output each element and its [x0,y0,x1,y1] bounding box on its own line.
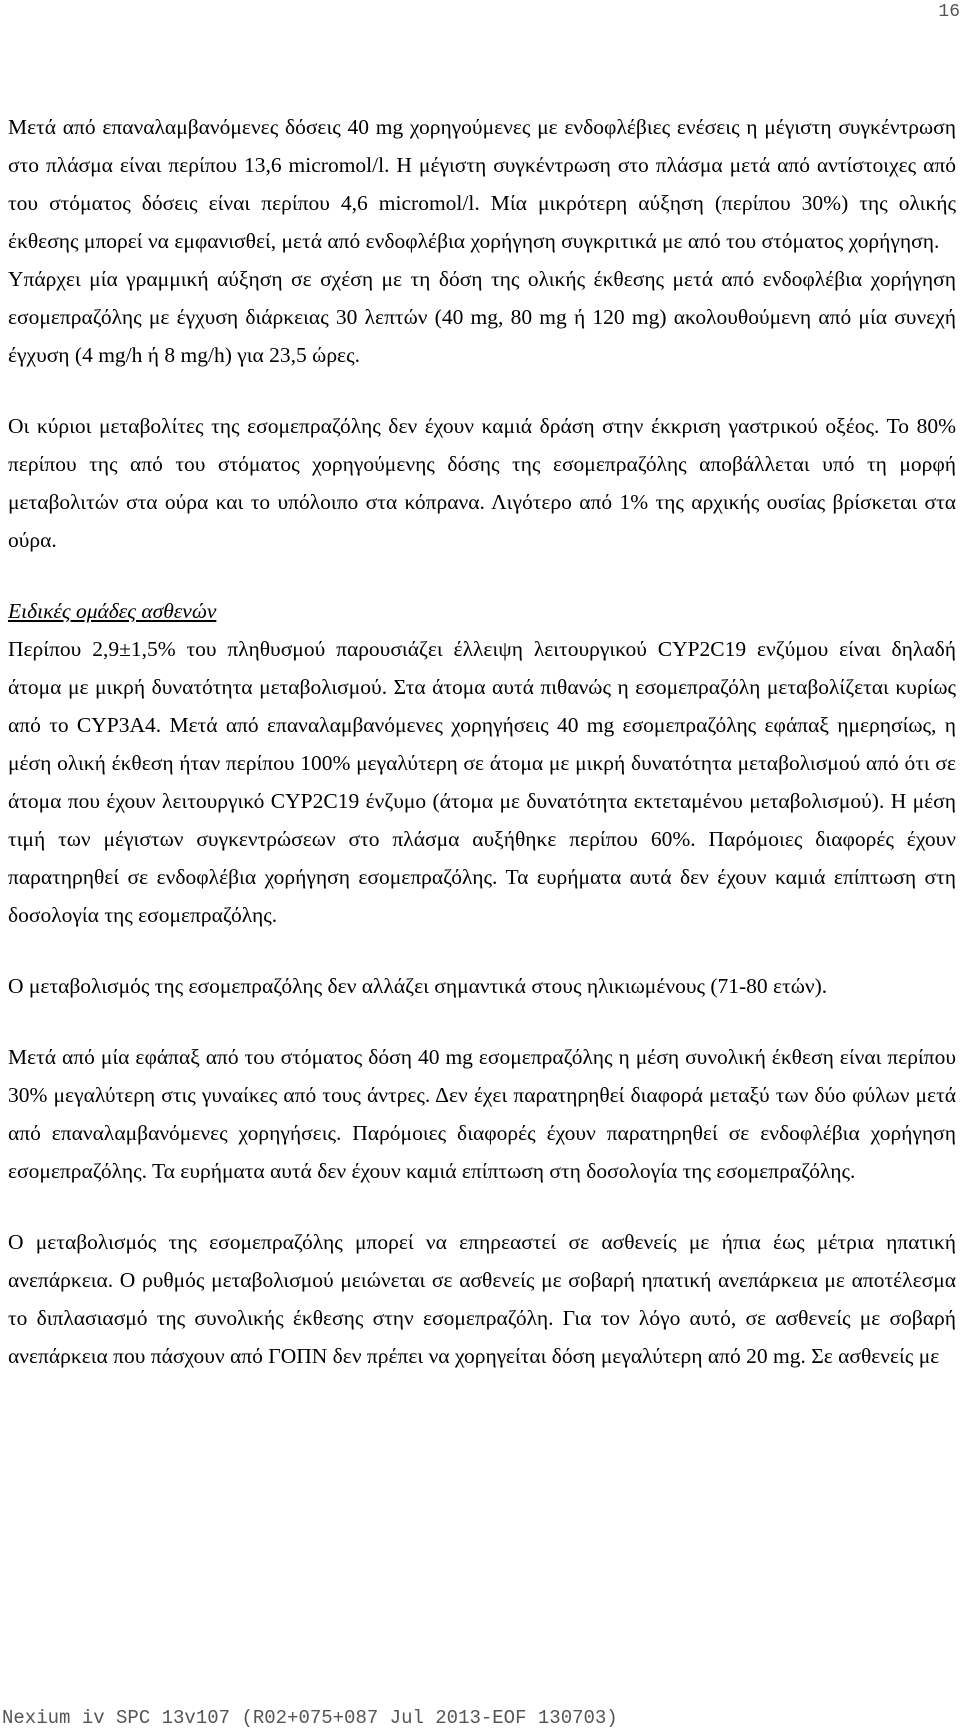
paragraph-linear-increase: Υπάρχει μία γραμμική αύξηση σε σχέση με τη δόση της ολικής έκθεσης μετά από ενδοφλέβια χορήγηση εσομεπραζόλης με έγχυση διάρκειας 30 λεπτών (40 mg, 80 mg ή 120 mg) ακολουθούμενη από μία συνεχή έγχυση (4 mg/h ή 8 mg/h) για 23,5 ώρες. [8,267,956,367]
paragraph-peak-concentration: Μετά από επαναλαμβανόμενες δόσεις 40 mg χορηγούμενες με ενδοφλέβιες ενέσεις η μέγιστη συγκέντρωση στο πλάσμα είναι περίπου 13,6 micromol/l. Η μέγιστη συγκέντρωση στο πλάσμα μετά από αντίστοιχες από του στόματος δόσεις είναι περίπου 4,6 micromol/l. Μία μικρότερη αύξηση (περίπου 30%) της ολικής έκθεσης μπορεί να εμφανισθεί, μετά από ενδοφλέβια χορήγηση συγκριτικά με από του στόματος χορήγηση. [8,115,956,253]
paragraph-cyp2c19: Περίπου 2,9±1,5% του πληθυσμού παρουσιάζει έλλειψη λειτουργικού CYP2C19 ενζύμου είναι δηλαδή άτομα με μικρή δυνατότητα μεταβολισμού. Στα άτομα αυτά πιθανώς η εσομεπραζόλη μεταβολίζεται κυρίως από το CYP3A4. Μετά από επαναλαμβανόμενες χορηγήσεις 40 mg εσομεπραζόλης εφάπαξ ημερησίως, η μέση ολική έκθεση ήταν περίπου 100% μεγαλύτερη σε άτομα με μικρή δυνατότητα μεταβολισμού από ότι σε άτομα που έχουν λειτουργικό CYP2C19 ένζυμο (άτομα με δυνατότητα εκτεταμένου μεταβολισμού). Η μέση τιμή των μέγιστων συγκεντρώσεων στο πλάσμα αυξήθηκε περίπου 60%. Παρόμοιες διαφορές έχουν παρατηρηθεί σε ενδοφλέβια χορήγηση εσομεπραζόλης. Τα ευρήματα αυτά δεν έχουν καμιά επίπτωση στη δοσολογία της εσομεπραζόλης. [8,637,956,927]
paragraph-gender: Μετά από μία εφάπαξ από του στόματος δόση 40 mg εσομεπραζόλης η μέση συνολική έκθεση είναι περίπου 30% μεγαλύτερη στις γυναίκες από τους άντρες. Δεν έχει παρατηρηθεί διαφορά μεταξύ των δύο φύλων μετά από επαναλαμβανόμενες χορηγήσεις. Παρόμοιες διαφορές έχουν παρατηρηθεί σε ενδοφλέβια χορήγηση εσομεπραζόλης. Τα ευρήματα αυτά δεν έχουν καμιά επίπτωση στη δοσολογία της εσομεπραζόλης. [8,1045,956,1183]
document-body [8,108,956,1375]
paragraph-elderly: Ο μεταβολισμός της εσομεπραζόλης δεν αλλάζει σημαντικά στους ηλικιωμένους (71-80 ετών). [8,974,828,998]
paragraph-hepatic: Ο μεταβολισμός της εσομεπραζόλης μπορεί να επηρεαστεί σε ασθενείς με ήπια έως μέτρια ηπατική ανεπάρκεια. Ο ρυθμός μεταβολισμού μειώνεται σε ασθενείς με σοβαρή ηπατική ανεπάρκεια με αποτέλεσμα το διπλασιασμό της συνολικής έκθεσης στην εσομεπραζόλη. Για τον λόγο αυτό, σε ασθενείς με σοβαρή ανεπάρκεια που πάσχουν από ΓΟΠΝ δεν πρέπει να χορηγείται δόση μεγαλύτερη από 20 mg. Σε ασθενείς με [8,1230,956,1368]
section-heading-special-groups: Ειδικές ομάδες ασθενών [8,599,217,623]
document-footer: Nexium iv SPC 13v107 (R02+075+087 Jul 2013-EOF 130703) [2,1707,618,1729]
page-number: 16 [938,2,960,22]
paragraph-metabolites: Οι κύριοι μεταβολίτες της εσομεπραζόλης δεν έχουν καμιά δράση στην έκκριση γαστρικού οξέος. Το 80% περίπου της από του στόματος χορηγούμενης δόσης της εσομεπραζόλης αποβάλλεται υπό τη μορφή μεταβολιτών στα ούρα και το υπόλοιπο στα κόπρανα. Λιγότερο από 1% της αρχικής ουσίας βρίσκεται στα ούρα. [8,414,956,552]
